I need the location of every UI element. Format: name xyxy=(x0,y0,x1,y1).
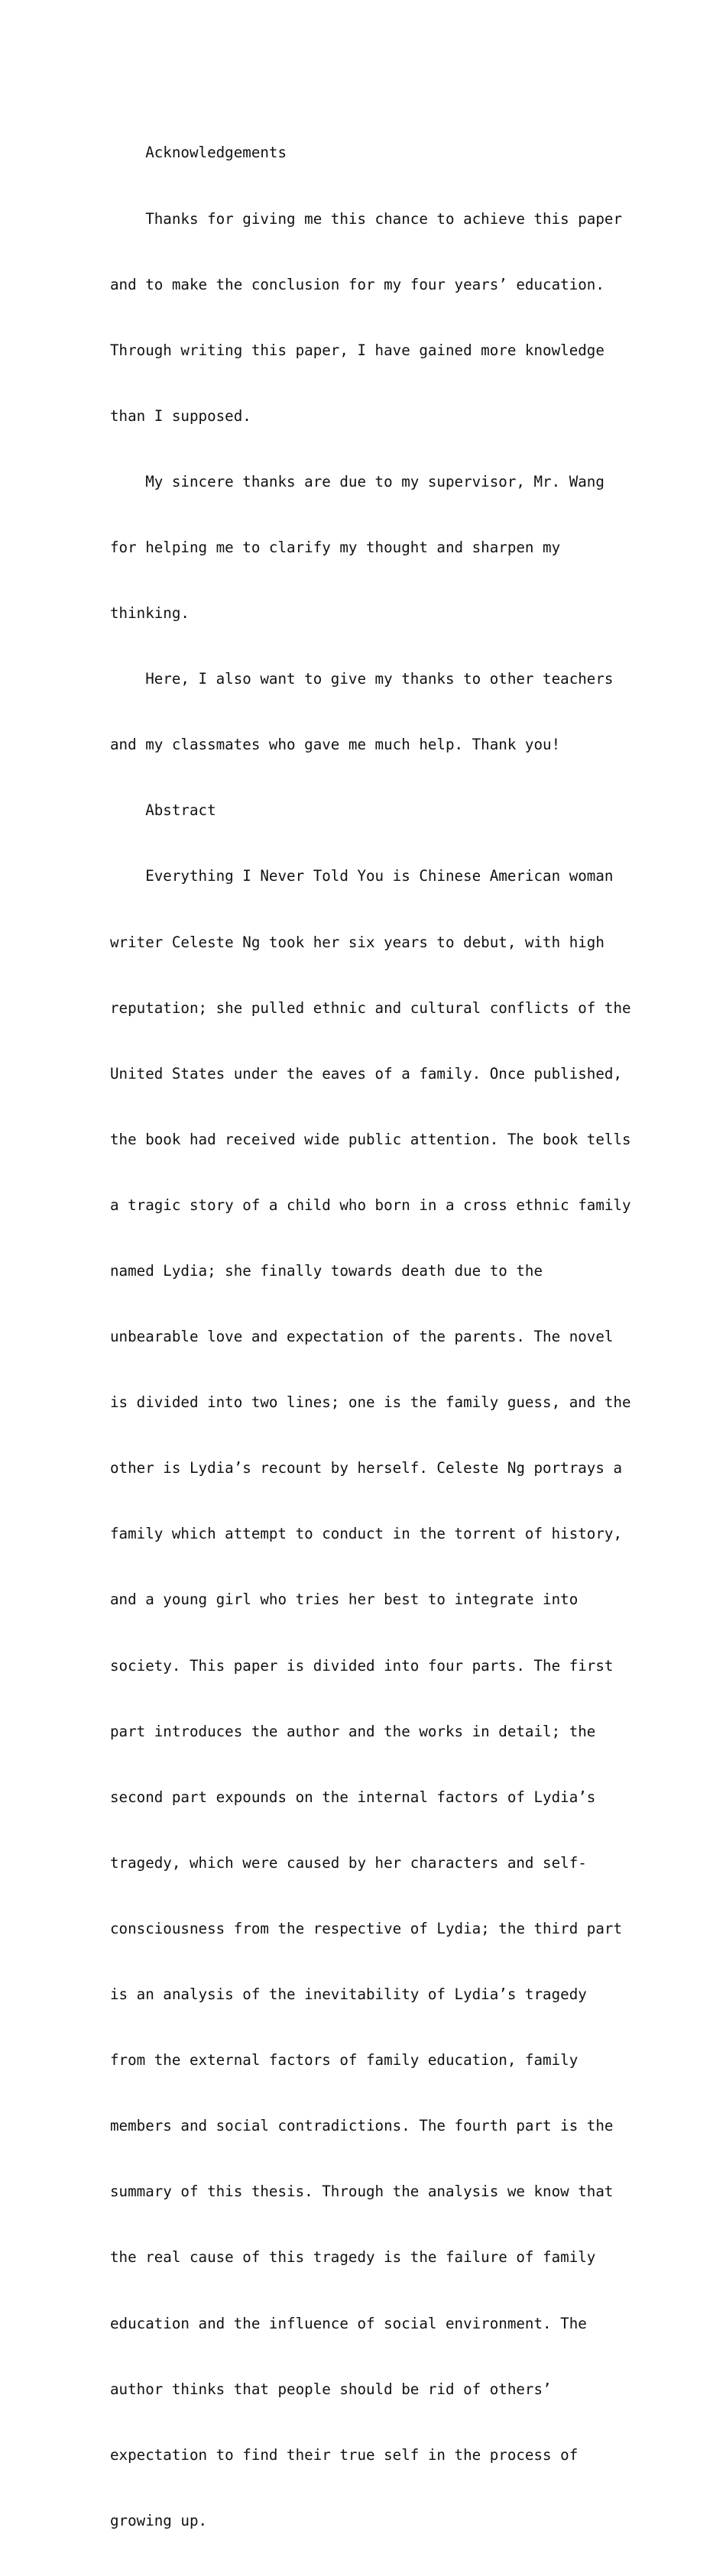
text-line: education and the influence of social environment. The xyxy=(110,2314,587,2332)
text-line: is divided into two lines; one is the family guess, and the xyxy=(110,1393,631,1412)
acknowledgements-heading: Acknowledgements xyxy=(110,144,287,162)
text-line: second part expounds on the internal factors of Lydia’s xyxy=(110,1788,596,1806)
text-line: the book had received wide public attention. The book tells xyxy=(110,1130,631,1148)
text-line: Through writing this paper, I have gained more knowledge xyxy=(110,341,604,359)
text-line: growing up. xyxy=(110,2511,208,2529)
text-line: named Lydia; she finally towards death due to the xyxy=(110,1262,543,1280)
text-line: consciousness from the respective of Lydia; the third part xyxy=(110,1919,623,1937)
document-body xyxy=(110,99,631,2576)
text-line: and a young girl who tries her best to integrate into xyxy=(110,1591,579,1609)
abstract-heading: Abstract xyxy=(110,801,216,820)
text-line: from the external factors of family education, family xyxy=(110,2051,579,2070)
text-line: unbearable love and expectation of the parents. The novel xyxy=(110,1328,614,1346)
text-line: part introduces the author and the works in detail; the xyxy=(110,1722,596,1740)
text-line: My sincere thanks are due to my supervisor, Mr. Wang xyxy=(110,472,604,490)
text-line: Here, I also want to give my thanks to other teachers xyxy=(110,670,614,688)
text-line: author thinks that people should be rid of others’ xyxy=(110,2380,552,2398)
text-line: a tragic story of a child who born in a cross ethnic family xyxy=(110,1196,631,1214)
text-line: expectation to find their true self in the process of xyxy=(110,2445,579,2464)
text-line: than I supposed. xyxy=(110,406,251,425)
text-line: summary of this thesis. Through the analysis we know that xyxy=(110,2183,614,2201)
text-line: tragedy, which were caused by her characters and self- xyxy=(110,1853,587,1872)
text-line: thinking. xyxy=(110,604,190,623)
text-line: society. This paper is divided into four parts. The first xyxy=(110,1656,614,1675)
text-line: other is Lydia’s recount by herself. Celeste Ng portrays a xyxy=(110,1459,623,1477)
text-line: for helping me to clarify my thought and sharpen my xyxy=(110,538,561,556)
text-line: and to make the conclusion for my four years’ education. xyxy=(110,275,604,293)
text-line: United States under the eaves of a family. Once published, xyxy=(110,1064,623,1083)
text-line: and my classmates who gave me much help. Thank you! xyxy=(110,736,561,754)
text-line: Everything I Never Told You is Chinese American woman xyxy=(110,867,614,885)
text-line: is an analysis of the inevitability of Lydia’s tragedy xyxy=(110,1985,587,2004)
text-line: reputation; she pulled ethnic and cultural conflicts of the xyxy=(110,998,631,1017)
text-line: members and social contradictions. The fourth part is the xyxy=(110,2117,614,2135)
text-line: writer Celeste Ng took her six years to debut, with high xyxy=(110,933,604,951)
text-line: the real cause of this tragedy is the failure of family xyxy=(110,2248,596,2267)
text-line: Thanks for giving me this chance to achieve this paper xyxy=(110,209,623,228)
text-line: family which attempt to conduct in the torrent of history, xyxy=(110,1525,623,1543)
